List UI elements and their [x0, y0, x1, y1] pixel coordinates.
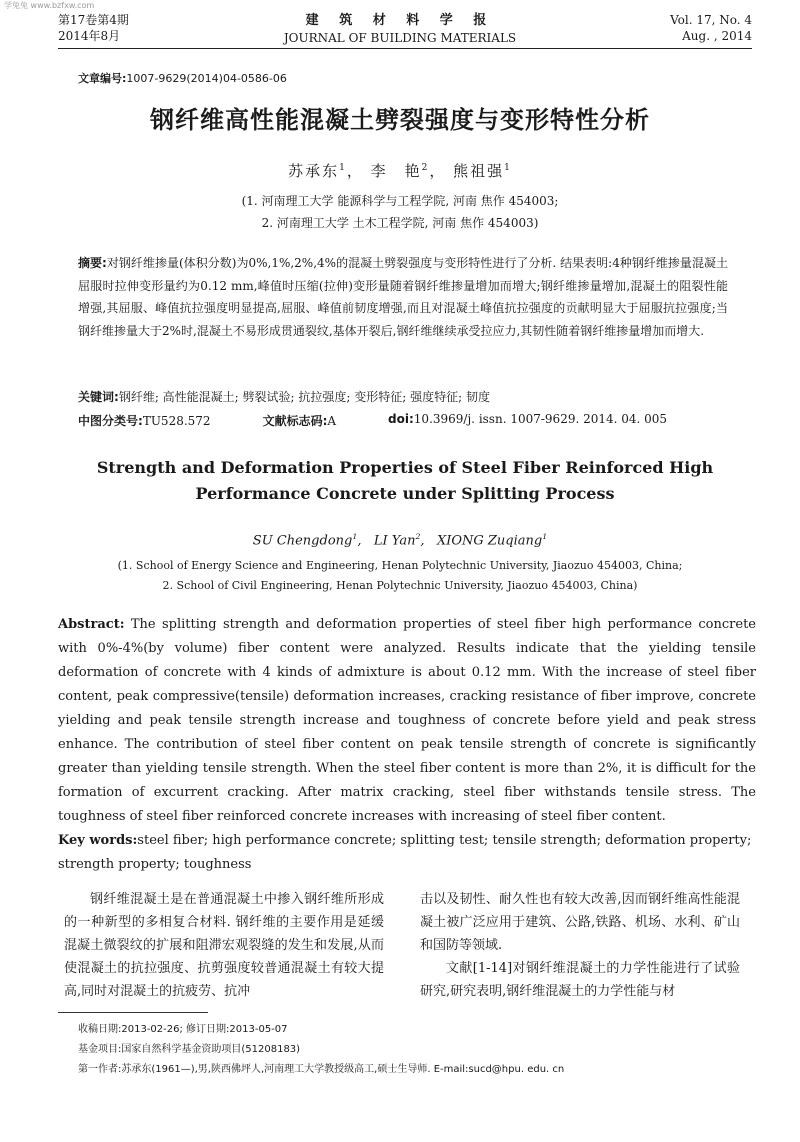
affiliation-en-2: 2. School of Civil Engineering, Henan Polytechnic University, Jiaozuo 454003, China) — [162, 579, 638, 592]
keywords-en-text: steel fiber; high performance concrete; splitting test; tensile strength; deformation property; strength property; toughness — [58, 833, 752, 872]
body-column-left: 钢纤维混凝土是在普通混凝土中掺入钢纤维所形成的一种新型的多相复合材料. 钢纤维的主要作用是延缓混凝土微裂纹的扩展和阻滞宏观裂缝的发生和发展,从而使混凝土的抗拉强度、抗剪强度较普通混凝土有较大提高,同时对混凝土的抗疲劳、抗冲 — [64, 892, 384, 999]
footnote-rule — [58, 1012, 208, 1013]
abstract-en-label: Abstract: — [58, 617, 125, 632]
keywords-en — [58, 829, 756, 877]
body-paragraph: 文献[1-14]对钢纤维混凝土的力学性能进行了试验研究,研究表明,钢纤维混凝土的力学性能与材 — [420, 961, 740, 999]
author-name: 李 艳 — [370, 162, 422, 180]
footnote-received: 收稿日期:2013-02-26; 修订日期:2013-05-07 — [78, 1024, 288, 1035]
document-code: 文献标志码:A — [262, 414, 337, 428]
affiliation-cn-2: 2. 河南理工大学 土木工程学院, 河南 焦作 454003) — [261, 216, 539, 230]
affiliation-cn-1: (1. 河南理工大学 能源科学与工程学院, 河南 焦作 454003; — [241, 194, 559, 208]
body-paragraph: 击以及韧性、耐久性也有较大改善,因而钢纤维高性能混凝土被广泛应用于建筑、公路,铁路、机场、水利、矿山和国防等领域. — [420, 892, 740, 953]
author-name-en: LI Yan — [373, 533, 416, 549]
article-number — [78, 70, 287, 86]
body-column-right — [420, 888, 740, 1003]
classification-row — [78, 412, 738, 429]
author-name: 苏承东 — [288, 162, 340, 180]
journal-title-en: JOURNAL OF BUILDING MATERIALS — [283, 31, 517, 45]
watermark: 学兔兔 www.bzfxw.com — [4, 1, 95, 10]
header-rule — [58, 48, 752, 49]
journal-title-cn: 建 筑 材 料 学 报 — [305, 13, 495, 28]
keywords-cn-label: 关键词: — [78, 390, 119, 404]
clc-number: 中图分类号:TU528.572 — [78, 414, 211, 428]
volume-en: Vol. 17, No. 4 — [670, 13, 752, 27]
author-name-en: SU Chengdong — [252, 533, 353, 549]
authors-cn: 苏承东$^1$， 李 艳$^2$， 熊祖强$^1$ — [288, 162, 512, 180]
date-en: Aug. , 2014 — [682, 29, 752, 43]
affiliation-en-1: (1. School of Energy Science and Engineering, Henan Polytechnic University, Jiaozuo 454003, China; — [117, 559, 683, 572]
volume-cn: 第17卷第4期 — [58, 13, 129, 27]
article-number-label: 文章编号: — [78, 72, 127, 85]
footnote-fund: 基金项目:国家自然科学基金资助项目(51208183) — [78, 1044, 301, 1055]
author-name-en: XIONG Zuqiang — [436, 533, 543, 549]
keywords-cn-text: 钢纤维; 高性能混凝土; 劈裂试验; 抗拉强度; 变形特征; 强度特征; 韧度 — [118, 390, 490, 404]
paper-title-cn: 钢纤维高性能混凝土劈裂强度与变形特性分析 — [150, 106, 650, 134]
paper-title-en: Strength and Deformation Properties of Steel Fiber Reinforced High Performance Concrete under Splitting Process — [96, 458, 714, 503]
authors-en: SU Chengdong$^1$, LI Yan$^2$, XIONG Zuqiang$^1$ — [252, 532, 548, 549]
footnote-author: 第一作者:苏承东(1961—),男,陕西佛坪人,河南理工大学教授级高工,硕士生导师. E-mail:sucd@hpu. edu. cn — [78, 1064, 565, 1075]
abstract-en-text: The splitting strength and deformation properties of steel fiber high performance concrete with 0%-4%(by volume) fiber content were analyzed. Results indicate that the yielding tensile deformation of concrete with 4 kinds of admixture is about 0.12 mm. With the increase of steel fiber content, peak compressive(tensile) deformation increases, cracking resistance of fiber improve, concrete yielding and peak tensile strength increase and toughness of concrete before yield and peak stress enhance. The contribution of steel fiber content on peak tensile strength of concrete is significantly greater than yielding tensile strength. When the steel fiber content is more than 2%, it is difficult for the formation of excurrent cracking. After matrix cracking, steel fiber withstands tensile stress. The toughness of steel fiber reinforced concrete increases with increasing of steel fiber content. — [58, 617, 756, 824]
date-cn: 2014年8月 — [58, 29, 121, 43]
abstract-cn-label: 摘要: — [78, 256, 107, 270]
abstract-cn-text: 对钢纤维掺量(体积分数)为0%,1%,2%,4%的混凝土劈裂强度与变形特性进行了分析. 结果表明:4种钢纤维掺量混凝土屈服时拉伸变形量约为0.12 mm,峰值时压缩(拉伸)变形量随着钢纤维掺量增加而增大;钢纤维掺量增加,混凝土的阻裂性能增强,其屈服、峰值抗拉强度明显提高,屈服、峰值前韧度增强,而且对混凝土峰值抗拉强度的贡献明显大于屈服抗拉强度;当钢纤维掺量大于2%时,混凝土不易形成贯通裂纹,基体开裂后,钢纤维继续承受拉应力,其韧性随着钢纤维掺量增加而增大. — [78, 256, 728, 338]
keywords-cn — [78, 388, 738, 405]
author-name: 熊祖强 — [453, 162, 505, 180]
header-right — [670, 12, 752, 44]
abstract-cn — [78, 252, 728, 342]
keywords-en-label: Key words: — [58, 833, 138, 848]
abstract-en — [58, 613, 756, 829]
doi: doi:10.3969/j. issn. 1007-9629. 2014. 04. 005 — [388, 412, 668, 426]
article-number-value: 1007-9629(2014)04-0586-06 — [126, 72, 287, 85]
